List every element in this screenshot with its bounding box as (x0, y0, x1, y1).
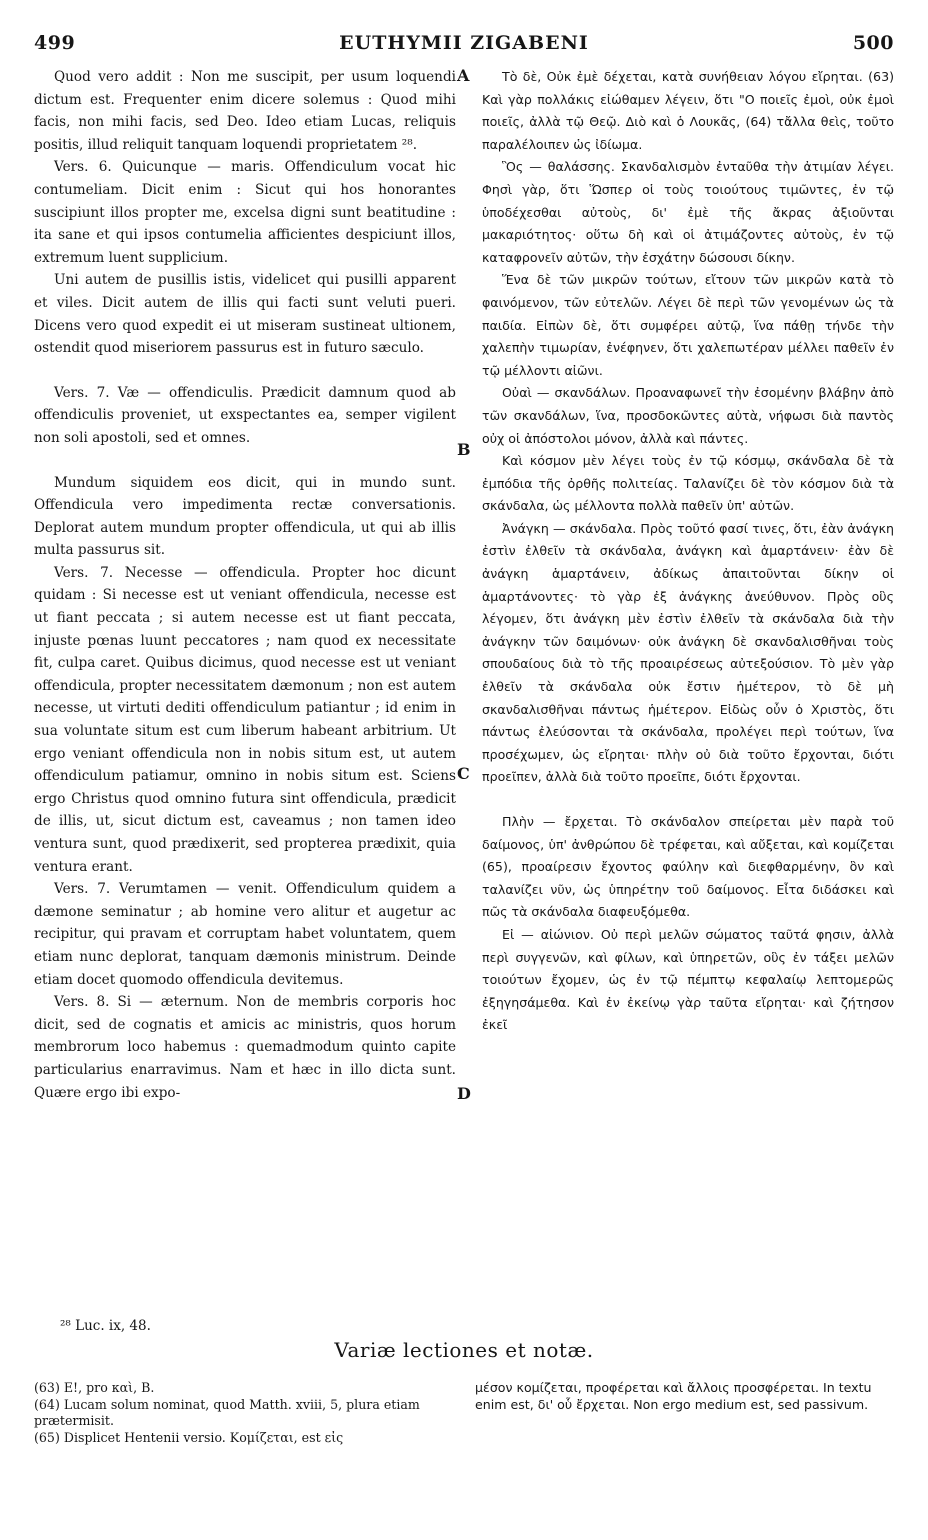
section-marker-d: D (457, 1084, 471, 1103)
paragraph-gap (34, 360, 456, 382)
greek-paragraph: Εἰ — αἰώνιον. Οὐ περὶ μελῶν σώματος ταῦτά φησιν, ἀλλὰ περὶ συγγενῶν, καὶ φίλων, καὶ ὑπηρετῶν, οὓς ἐν τάξει μελῶν τοιούτων ἔχομεν, ὡς ἐν τῷ πέμπτῳ κεφαλαίῳ λεπτομερῶς ἐξηγησάμεθα. Καὶ ἐν ἐκείνῳ γὰρ ταῦτα εἴρηται· καὶ ζήτησον ἐκεῖ (482, 926, 894, 1033)
section-marker-c: C (457, 764, 470, 783)
greek-column (482, 66, 894, 1037)
latin-paragraph: Vers. 6. Quicunque — maris. Offendiculum vocat hic contumeliam. Dicit enim : Sicut qui hos honorantes suscipiunt illos propter me, excelsa digni sunt beatitudine : ita sane et qui ipsos contumelia afficientes despiciunt illos, extremum luent supplicium. (34, 159, 456, 266)
note-item: μέσον κομίζεται, προφέρεται καὶ ἄλλοις προσφέρεται. In textu enim est, δι' οὗ ἔρχεται. Non ergo medium est, sed passivum. (475, 1380, 872, 1412)
greek-paragraph: Οὐαὶ — σκανδάλων. Προαναφωνεῖ τὴν ἐσομένην βλάβην ἀπὸ τῶν σκανδάλων, ἵνα, προσδοκῶντες αὐτὰ, νήφωσι διὰ παντὸς οὐχ οἱ ἀπόστολοι μόνον, ἀλλὰ καὶ πάντες. (482, 385, 894, 446)
notes-right-column (475, 1380, 895, 1413)
greek-paragraph: Καὶ κόσμον μὲν λέγει τοὺς ἐν τῷ κόσμῳ, σκάνδαλα δὲ τὰ ἐμπόδια τῆς ὀρθῆς πολιτείας. Ταλανίζει δὲ τὸν κόσμον διὰ τὰ σκάνδαλα, ὡς μέλλοντα πολλὰ παθεῖν ὑπ' αὐτῶν. (482, 453, 894, 514)
footnote: ²⁸ Luc. ix, 48. (60, 1318, 151, 1334)
paragraph-gap (34, 450, 456, 472)
latin-paragraph: Vers. 7. Væ — offendiculis. Prædicit damnum quod ab offendiculis proveniet, ut exspectantes ea, semper vigilent non soli apostoli, sed et omnes. (34, 384, 456, 446)
latin-paragraph: Mundum siquidem eos dicit, qui in mundo sunt. Offendicula vero impedimenta rectæ conversationis. Deplorat autem mundum propter offendicula, ut qui ab illis multa passurus sit. (34, 474, 456, 559)
latin-paragraph: Vers. 7. Verumtamen — venit. Offendiculum quidem a dæmone seminatur ; ab homine vero alitur et augetur ac recipitur, qui pravam et corruptam habet voluntatem, quem etiam nunc deplorat, tanquam dæmonis ministrum. Deinde etiam docet quomodo offendicula devitemus. (34, 881, 456, 988)
page-header (0, 32, 928, 58)
latin-paragraph: Vers. 8. Si — æternum. Non de membris corporis hoc dicit, sed de cognatis et amicis ac ministris, quos horum membrorum loco habemus : quemadmodum quinto capite particularius enarravimus. Nam et hæc in illo dicta sunt. Quære ergo ibi expo- (34, 994, 456, 1101)
note-item: (63) Ε!, pro καὶ, B. (34, 1380, 155, 1395)
greek-paragraph: Πλὴν — ἔρχεται. Τὸ σκάνδαλον σπείρεται μὲν παρὰ τοῦ δαίμονος, ὑπ' ἀνθρώπου δὲ τρέφεται, καὶ αὔξεται, καὶ κομίζεται (65), προαίρεσιν ἔχοντος φαύλην καὶ διεφθαρμένην, ὃν καὶ ταλανίζει νῦν, ὡς ὑπηρέτην τοῦ δαίμονος. Εἶτα διδάσκει καὶ πῶς τὰ σκάνδαλα διαφευξόμεθα. (482, 814, 894, 920)
notes-left-column (34, 1380, 454, 1446)
notes-heading: Variæ lectiones et notæ. (334, 1338, 594, 1362)
section-marker-b: B (457, 440, 471, 459)
greek-paragraph: Ἕνα δὲ τῶν μικρῶν τούτων, εἴτουν τῶν μικρῶν κατὰ τὸ φαινόμενον, τῶν εὐτελῶν. Λέγει δὲ περὶ τῶν γενομένων ὡς τὰ παιδία. Εἰπὼν δὲ, ὅτι συμφέρει αὐτῷ, ἵνα πάθῃ τήνδε τὴν χαλεπὴν τιμωρίαν, ἐνέφηνεν, ὅτι χαλεπωτέραν μέλλει παθεῖν ἐν τῷ μέλλοντι αἰῶνι. (482, 272, 894, 378)
section-marker-a: A (457, 66, 470, 85)
page-number-right: 500 (852, 32, 894, 54)
greek-paragraph: Ὃς — θαλάσσης. Σκανδαλισμὸν ἐνταῦθα τὴν ἀτιμίαν λέγει. Φησὶ γὰρ, ὅτι Ὥσπερ οἱ τοὺς τοιούτους τιμῶντες, ἐν τῷ ὑποδέχεσθαι αὐτοὺς, δι' ἐμὲ τῆς ἄκρας ἀξιοῦνται μακαριότητος· οὕτω δὴ καὶ οἱ ἀτιμάζοντες αὐτοὺς, ἐν τῷ καταφρονεῖν αὐτῶν, τὴν ἐσχάτην δώσουσι δίκην. (482, 159, 894, 265)
greek-paragraph: Ἀνάγκη — σκάνδαλα. Πρὸς τοῦτό φασί τινες, ὅτι, ἐὰν ἀνάγκη ἐστὶν ἐλθεῖν τὰ σκάνδαλα, ἀνάγκη καὶ ἁμαρτάνειν· ἐὰν δὲ ἀνάγκη ἁμαρτάνειν, ἀδίκως ἀπαιτοῦνται δίκην οἱ ἁμαρτάνοντες· τὸ γὰρ ἐξ ἀνάγκης ἀνεύθυνον. Πρὸς οὓς λέγομεν, ὅτι ἀνάγκη μὲν ἐστὶν ἐλθεῖν τὰ σκάνδαλα διὰ τὴν ἀνάγκην τῶν δαιμόνων· οὐκ ἀνάγκη δὲ σκανδαλισθῆναι τοὺς σπουδαίους διὰ τὸ τῆς προαιρέσεως αὐτεξούσιον. Τὸ μὲν γὰρ ἐλθεῖν τὰ σκάνδαλα οὐκ ἔστιν ἡμέτερον, τὸ δὲ μὴ σκανδαλισθῆναι πάντως ἡμέτερον. Εἰδὼς οὖν ὁ Χριστὸς, ὅτι πάντως ἐλεύσονται τὰ σκάνδαλα, προλέγει περὶ τούτων, ἵνα προσέχωμεν, ὡς εἴρηται· πλὴν οὐ διὰ τοῦτο ἔρχονται, διότι προεῖπεν, ἀλλὰ διὰ τοῦτο προεῖπε, διότι ἔρχονται. (482, 520, 894, 785)
greek-paragraph: Τὸ δὲ, Οὐκ ἐμὲ δέχεται, κατὰ συνήθειαν λόγου εἴρηται. (63) Καὶ γὰρ πολλάκις εἰώθαμεν λέγειν, ὅτι "Ο ποιεῖς ἐμοὶ, οὐκ ἐμοὶ ποιεῖς, ἀλλὰ τῷ Θεῷ. Διὸ καὶ ὁ Λουκᾶς, (64) τἄλλα θεὶς, τοῦτο παραλέλοιπεν ὡς ἰδίωμα. (482, 69, 894, 152)
latin-paragraph: Quod vero addit : Non me suscipit, per usum loquendi dictum est. Frequenter enim dicere solemus : Quod mihi facis, non mihi facis, sed Deo. Ideo etiam Lucas, reliquis positis, illud reliquit tanquam loquendi proprietatem ²⁸. (34, 69, 456, 153)
latin-paragraph: Vers. 7. Necesse — offendicula. Propter hoc dicunt quidam : Si necesse est ut veniant offendicula, necesse est ut fiant peccata ; si autem necesse est ut fiant peccata, injuste pœnas luunt peccatores ; nam quod ex necessitate fit, culpa caret. Quibus dicimus, quod necesse est ut veniant offendicula, propter necessitatem dæmonum ; non est autem necesse, ut virtuti dediti offendiculum patiantur ; id enim in sua voluntate situm est cum liberum habeant arbitrium. Ut ergo veniant offendicula non in nobis situm est, ut autem offendiculum patiamur, omnino in nobis situm est. Sciens ergo Christus quod omnino futura sint offendicula, prædicit de illis, ut, sicut dictum est, caveamus ; non tamen ideo ventura sunt, quod prædixerit, sed propterea prædixit, quia ventura erant. (34, 564, 456, 875)
paragraph-gap (482, 789, 894, 811)
note-item: (65) Displicet Hentenii versio. Κομίζεται, est εἰς (34, 1429, 344, 1445)
latin-column (34, 66, 456, 1104)
page-number-left: 499 (34, 32, 76, 54)
latin-paragraph: Uni autem de pusillis istis, videlicet qui pusilli apparent et viles. Dicit autem de illis qui facti sunt veluti pueri. Dicens vero quod expedit ei ut miseram sustineat ultionem, ostendit quod miseriorem passurus est in futuro sæculo. (34, 272, 456, 357)
running-title: EUTHYMII ZIGABENI (339, 32, 589, 54)
note-item: (64) Lucam solum nominat, quod Matth. xviii, 5, plura etiam prætermisit. (34, 1396, 420, 1428)
